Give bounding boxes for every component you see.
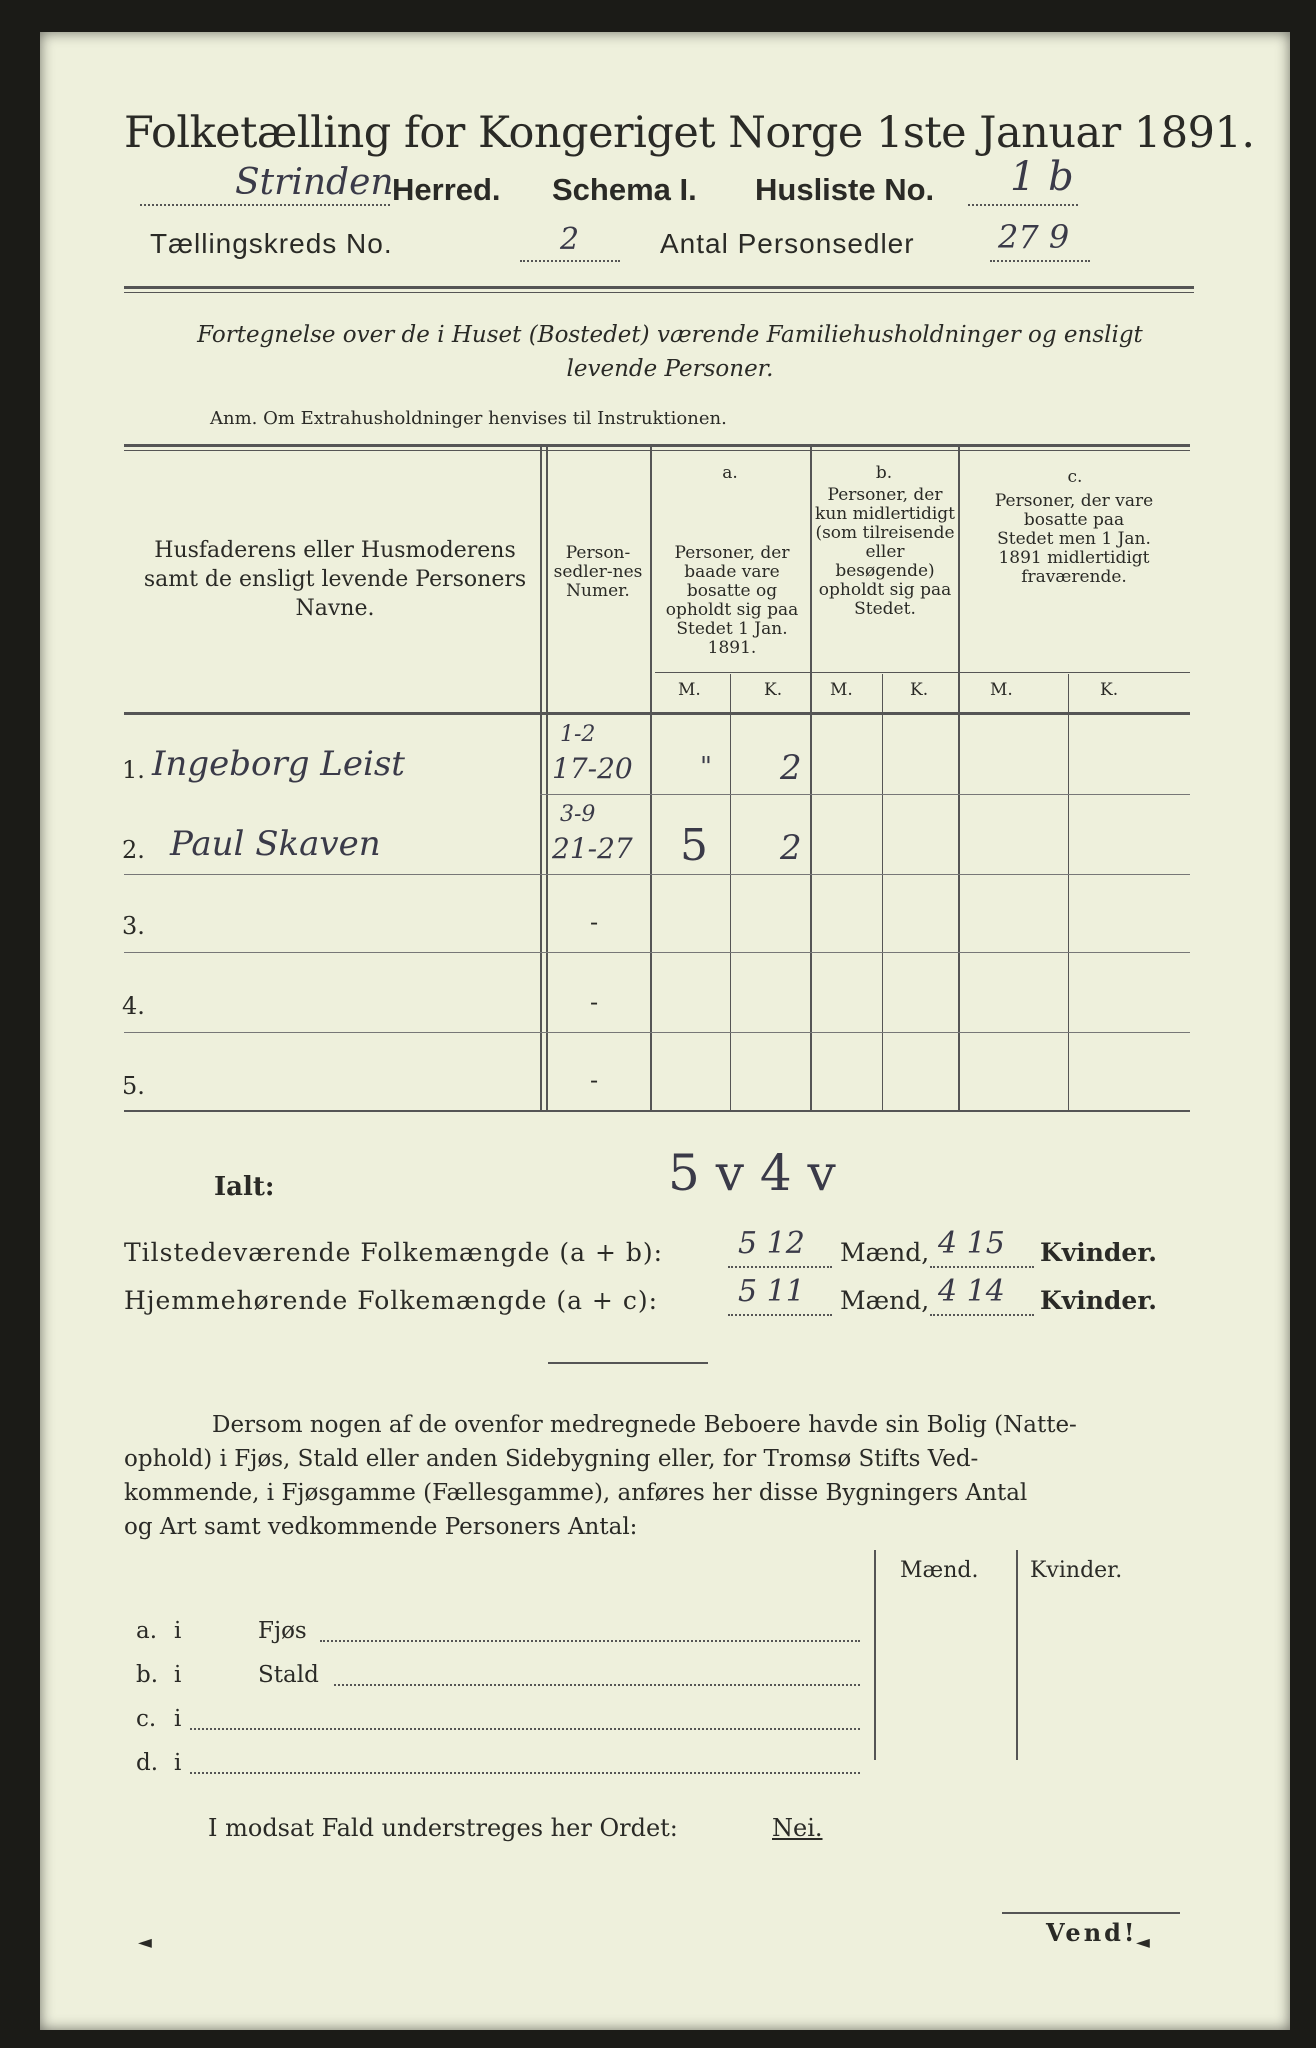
antal-label: Antal Personsedler — [660, 228, 915, 259]
building-letter: d. — [136, 1750, 159, 1776]
table-row-number: 1. — [122, 756, 145, 784]
hjem-k-label: Kvinder. — [1040, 1286, 1157, 1315]
building-letter: c. — [136, 1706, 157, 1732]
building-letter: a. — [136, 1618, 158, 1644]
buildings-rule-1 — [874, 1550, 876, 1760]
table-row-number: 3. — [122, 912, 145, 940]
header-rule-top — [124, 286, 1194, 289]
hjem-m-value: 5 11 — [738, 1274, 805, 1309]
intro-text: Fortegnelse over de i Huset (Bostedet) værende Familiehusholdninger og ensligt levende Personer. — [197, 322, 1143, 382]
tilst-m-label: Mænd, — [840, 1238, 930, 1267]
husliste-value: 1 b — [1010, 154, 1074, 200]
header-b-k: K. — [910, 680, 929, 700]
buildings-header-women: Kvinder. — [1030, 1558, 1123, 1583]
building-dots — [190, 1760, 860, 1774]
col-header-number: Person-sedler-nes Numer. — [553, 543, 643, 601]
header-b-m: M. — [830, 680, 853, 700]
header-a-k: K. — [764, 680, 783, 700]
form-title: Folketælling for Kongeriget Norge 1ste Januar 1891. — [124, 108, 1255, 158]
table-row-number: 5. — [122, 1072, 145, 1100]
table-row-a-m: " — [700, 752, 712, 782]
table-row-sedler: - — [590, 1066, 599, 1094]
corner-mark-right: ◄ — [1136, 1932, 1150, 1953]
paragraph-line: ophold) i Fjøs, Stald eller anden Sidebygning eller, for Tromsø Stifts Ved- — [124, 1446, 979, 1472]
table-row-a-k: 2 — [780, 748, 802, 788]
table-row-a-k: 2 — [780, 828, 802, 868]
anm-note: Anm. Om Extrahusholdninger henvises til Instruktionen. — [210, 408, 727, 429]
paragraph-line: kommende, i Fjøsgamme (Fællesgamme), anføres her disse Bygningers Antal — [124, 1480, 1028, 1506]
ialt-value: 5 v 4 v — [668, 1144, 836, 1202]
table-row-sedler-top: 3-9 — [560, 802, 596, 827]
table-row-name: Paul Skaven — [170, 824, 381, 864]
row-rule — [540, 794, 1190, 795]
building-dots — [320, 1628, 860, 1642]
corner-mark-left: ◄ — [138, 1932, 152, 1953]
tilst-label: Tilstedeværende Folkemængde (a + b): — [124, 1238, 664, 1267]
building-letter: b. — [136, 1662, 159, 1688]
paragraph-line: og Art samt vedkommende Personers Antal: — [124, 1514, 638, 1540]
table-rule-header — [124, 712, 1190, 715]
building-i: i — [174, 1618, 182, 1644]
modsat-text: I modsat Fald understreges her Ordet: — [208, 1814, 678, 1842]
table-rule-top2 — [124, 450, 1190, 451]
col-rule-3 — [810, 446, 812, 1110]
antal-value: 27 9 — [998, 218, 1070, 256]
building-dots — [334, 1672, 860, 1686]
herred-value: Strinden — [235, 162, 394, 203]
header-rule-bottom — [124, 292, 1194, 293]
table-row-sedler: 17-20 — [552, 752, 633, 785]
header-c-m: M. — [990, 680, 1013, 700]
table-row-number: 2. — [122, 836, 145, 864]
table-row-number: 4. — [122, 992, 145, 1020]
table-row-name: Ingeborg Leist — [152, 744, 405, 784]
hjem-m-label: Mænd, — [840, 1286, 930, 1315]
mk-rule — [655, 672, 1190, 673]
col-rule-4 — [958, 446, 960, 1110]
kreds-label: Tællingskreds No. — [150, 228, 393, 259]
col-rule-mk-c — [1068, 674, 1069, 1110]
hjem-k-value: 4 14 — [938, 1274, 1005, 1309]
table-row-a-m: 5 — [680, 820, 708, 871]
paragraph-line: Dersom nogen af de ovenfor medregnede Beboere havde sin Bolig (Natte- — [212, 1412, 1077, 1438]
husliste-label: Husliste No. — [755, 172, 935, 207]
herred-label: Herred. — [392, 172, 501, 207]
table-row-sedler-top: 1-2 — [560, 722, 596, 747]
tilst-k-label: Kvinder. — [1040, 1238, 1157, 1267]
table-rule-bottom — [124, 1110, 1190, 1112]
header-c-k: K. — [1100, 680, 1119, 700]
table-row-sedler: 21-27 — [552, 832, 633, 865]
nei-word: Nei. — [772, 1814, 823, 1842]
building-i: i — [174, 1706, 182, 1732]
row-rule — [124, 874, 1190, 875]
row-rule — [124, 1032, 1190, 1033]
col-header-b-letter: b. — [875, 463, 893, 483]
col-header-c: Personer, der vare bosatte paa Stedet men 1 Jan. 1891 midlertidigt fraværende. — [994, 491, 1154, 587]
col-header-c-letter: c. — [1067, 467, 1083, 487]
table-row-sedler: - — [590, 988, 599, 1016]
col-rule-mk-a — [730, 674, 731, 1110]
header-a-m: M. — [678, 680, 701, 700]
col-header-a: Personer, der baade vare bosatte og opholdt sig paa Stedet 1 Jan. 1891. — [665, 543, 799, 658]
row-rule — [124, 952, 1190, 953]
ialt-label: Ialt: — [214, 1172, 275, 1202]
kreds-value: 2 — [560, 222, 580, 257]
col-rule-1 — [540, 446, 542, 1110]
vend-rule — [1002, 1912, 1180, 1914]
table-rule-top — [124, 444, 1190, 447]
col-header-b: Personer, der kun midlertidigt (som tilreisende eller besøgende) opholdt sig paa Stedet. — [815, 485, 955, 619]
tilst-k-value: 4 15 — [938, 1226, 1005, 1261]
separator-rule — [548, 1362, 708, 1364]
building-name: Fjøs — [258, 1618, 307, 1644]
buildings-header-men: Mænd. — [900, 1558, 979, 1583]
schema-label: Schema I. — [552, 172, 697, 207]
tilst-m-value: 5 12 — [738, 1226, 805, 1261]
building-i: i — [174, 1662, 182, 1688]
hjem-label: Hjemmehørende Folkemængde (a + c): — [124, 1286, 658, 1315]
col-header-names: Husfaderens eller Husmoderens samt de ensligt levende Personers Navne. — [143, 538, 527, 621]
col-rule-2 — [650, 446, 652, 1110]
vend-text: Vend! — [1046, 1918, 1138, 1947]
col-rule-mk-b — [882, 674, 883, 1110]
buildings-rule-2 — [1016, 1550, 1018, 1760]
census-form-sheet — [40, 32, 1290, 2030]
table-row-sedler: - — [590, 908, 599, 936]
building-i: i — [174, 1750, 182, 1776]
col-header-a-letter: a. — [722, 463, 738, 483]
building-name: Stald — [258, 1662, 319, 1688]
building-dots — [190, 1716, 860, 1730]
col-rule-1b — [546, 446, 548, 1110]
